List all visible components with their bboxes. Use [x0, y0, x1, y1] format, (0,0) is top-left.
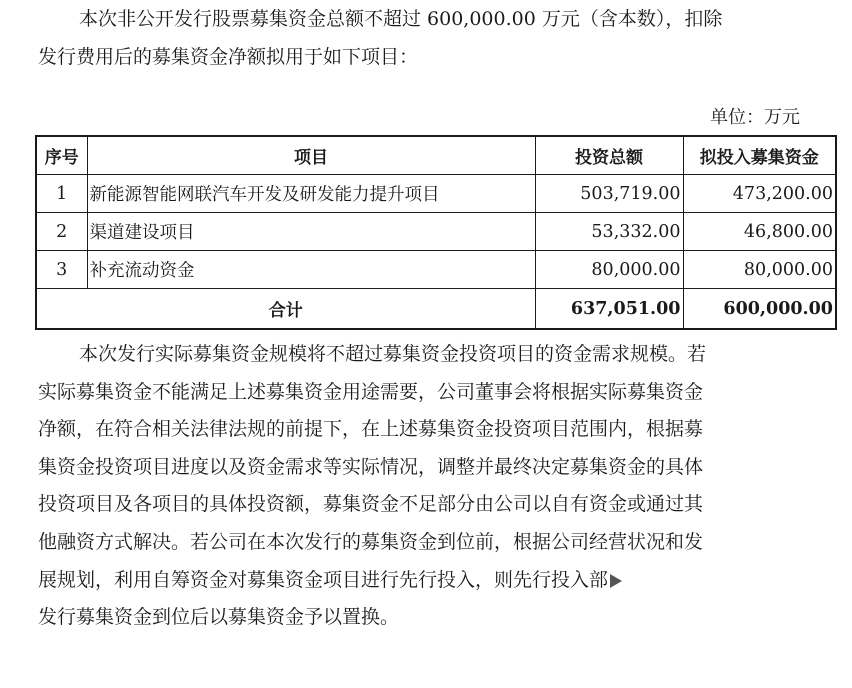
table-row — [36, 175, 836, 213]
body-line-8: 发行募集资金到位后以募集资金予以置换。 — [38, 606, 400, 629]
table-row — [36, 213, 836, 251]
intro-line-2: 发行费用后的募集资金净额拟用于如下项目： — [38, 45, 419, 68]
row-raised: 80,000.00 — [683, 251, 836, 289]
total-raised: 600,000.00 — [683, 289, 836, 330]
row-total: 80,000.00 — [535, 251, 683, 289]
table-header-row — [36, 136, 836, 175]
header-no: 序号 — [36, 136, 87, 175]
row-project: 新能源智能网联汽车开发及研发能力提升项目 — [87, 175, 535, 213]
body-line-1: 本次发行实际募集资金规模将不超过募集资金投资项目的资金需求规模。若 — [79, 343, 707, 365]
row-no: 1 — [36, 175, 87, 213]
row-no: 3 — [36, 251, 87, 289]
intro-paragraph — [38, 1, 810, 76]
header-project: 项目 — [87, 136, 535, 175]
body-line-3: 净额，在符合相关法律法规的前提下，在上述募集资金投资项目范围内，根据募 — [38, 418, 704, 441]
row-raised: 473,200.00 — [683, 175, 836, 213]
unit-label: 单位：万元 — [710, 107, 800, 128]
row-project: 补充流动资金 — [87, 251, 535, 289]
body-line-4: 集资金投资项目进度以及资金需求等实际情况，调整并最终决定募集资金的具体 — [38, 455, 704, 478]
body-line-6: 他融资方式解决。若公司在本次发行的募集资金到位前，根据公司经营状况和发 — [38, 530, 704, 553]
row-project: 渠道建设项目 — [87, 213, 535, 251]
row-raised: 46,800.00 — [683, 213, 836, 251]
body-line-5: 投资项目及各项目的具体投资额，募集资金不足部分由公司以自有资金或通过其 — [38, 493, 704, 516]
table-total-row — [36, 289, 836, 330]
header-total-investment: 投资总额 — [535, 136, 683, 175]
body-paragraph — [38, 336, 810, 637]
row-total: 503,719.00 — [535, 175, 683, 213]
funds-allocation-table — [35, 135, 837, 330]
row-total: 53,332.00 — [535, 213, 683, 251]
row-no: 2 — [36, 213, 87, 251]
body-line-2: 实际募集资金不能满足上述募集资金用途需要，公司董事会将根据实际募集资金 — [38, 380, 704, 403]
body-line-7-text: 展规划，利用自筹资金对募集资金项目进行先行投入，则先行投入部 — [38, 568, 609, 591]
intro-line-1: 本次非公开发行股票募集资金总额不超过 600,000.00 万元（含本数），扣除 — [79, 8, 723, 30]
table-row — [36, 251, 836, 289]
total-investment: 637,051.00 — [535, 289, 683, 330]
header-raised-funds: 拟投入募集资金 — [683, 136, 836, 175]
total-label: 合计 — [36, 289, 535, 330]
cursor-arrow-icon — [610, 574, 622, 588]
body-line-7 — [38, 562, 810, 600]
